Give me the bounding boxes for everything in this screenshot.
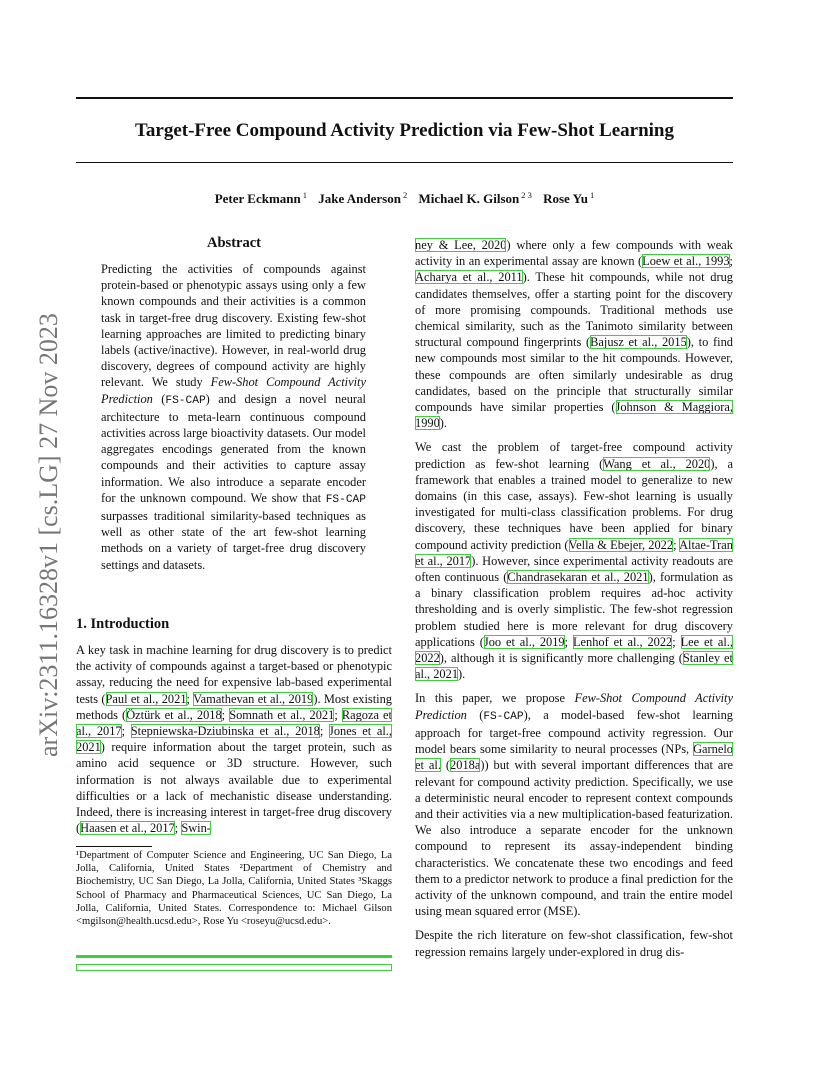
link-border-bar bbox=[76, 955, 392, 958]
citation-link[interactable]: Vamathevan et al., 2019 bbox=[193, 691, 314, 706]
citation-link[interactable]: Bajusz et al., 2015 bbox=[590, 335, 687, 350]
author: Michael K. Gilson $^{2 3}$ bbox=[418, 190, 532, 207]
affiliation-mark: 1 bbox=[590, 190, 595, 200]
footnote-rule bbox=[76, 846, 152, 847]
paragraph: Despite the rich literature on few-shot classification, few-shot regression remains largely under-explored in drug dis- bbox=[415, 928, 733, 959]
section-heading-introduction: 1. Introduction bbox=[76, 616, 170, 632]
citation-link[interactable]: Johnson & Maggiora, 1990 bbox=[415, 400, 733, 431]
link-border-box bbox=[76, 964, 392, 971]
author: Rose Yu $^1$ bbox=[543, 190, 595, 207]
abstract-body: Predicting the activities of compounds against protein-based or phenotypic assays using only a few known compounds and their activities is a common task in target-free drug discovery. Existing few-shot learning approaches are limited to predicting binary labels (active/inactive). However, in real-world drug discovery, degrees of compound activity are highly relevant. We study Few-Shot Compound Activity Prediction (FS-CAP) and design a novel neural architecture to meta-learn continuous compound activities across large bioactivity datasets. Our model aggregates encodings generated from the known compounds and their activities to capture assay information. We also introduce a separate encoder for the unknown compound. We show that FS-CAP surpasses traditional similarity-based techniques as well as other state of the art few-shot learning methods on a variety of target-free drug discovery settings and datasets. bbox=[101, 262, 366, 572]
affiliation-footnote: ¹Department of Computer Science and Engineering, UC San Diego, La Jolla, California, United States ²Department of Chemistry and Biochemistry, UC San Diego, La Jolla, California, United States ³Skaggs School of Pharmacy and Pharmaceutical Sciences, UC San Diego, La Jolla, California, United States. Correspondence to: Michael Gilson <mgilson@health.ucsd.edu>, Rose Yu <roseyu@ucsd.edu>. bbox=[76, 850, 392, 928]
arxiv-identifier: arXiv:2311.16328v1 [cs.LG] 27 Nov 2023 bbox=[34, 313, 63, 757]
citation-link[interactable]: Lee et al., 2022 bbox=[415, 634, 733, 666]
citation-link[interactable]: 2018a bbox=[450, 758, 481, 773]
affiliation-mark: 1 bbox=[302, 190, 308, 200]
right-column-body bbox=[415, 237, 733, 968]
abstract-heading: Abstract bbox=[207, 235, 261, 251]
method-name-code: FS-CAP bbox=[325, 493, 366, 506]
citation-link[interactable]: Altae-Tran et al., 2017 bbox=[415, 537, 733, 568]
citation-link[interactable]: Öztürk et al., 2018 bbox=[126, 707, 222, 722]
citation-link[interactable]: Chandrasekaran et al., 2021 bbox=[507, 570, 649, 585]
citation-link[interactable]: Loew et al., 1993 bbox=[642, 254, 730, 269]
citation-link[interactable]: Somnath et al., 2021 bbox=[229, 707, 335, 722]
paragraph: In this paper, we propose Few-Shot Compound Activity Prediction (FS-CAP), a model-based few-shot learning approach for target-free compound activity regression. Our model bears some similarity to neural processes (NPs, Garnelo et al. (2018a)) but with several important differences that are relevant for compound activity prediction. Specifically, we use a deterministic neural encoder to represent context compounds and their activities via a new multiplication-based featurization. We also introduce a separate encoder for the unknown compound to represent its assay-independent binding characteristics. We concatenate these two encodings and feed them to a predictor network to produce a final prediction for the activity of the unknown compound, and train the entire model using mean squared error (MSE). bbox=[415, 691, 733, 919]
author: Jake Anderson $^2$ bbox=[318, 190, 408, 207]
citation-link[interactable]: Garnelo et al. bbox=[415, 742, 733, 773]
paragraph: We cast the problem of target-free compound activity prediction as few-shot learning (Wang et al., 2020), a framework that enables a trained model to generalize to new domains (in this case, assays). Few-shot learning is usually investigated for multi-class classification problems. For drug discovery, these techniques have been applied for binary compound activity prediction (Vella & Ebejer, 2022; Altae-Tran et al., 2017). However, since experimental activity readouts are often continuous (Chandrasekaran et al., 2021), formulation as a binary classification problem requires ad-hoc activity thresholding and is overly simplistic. The few-shot regression problem studied here is more relevant for drug discovery applications (Joo et al., 2019; Lenhof et al., 2022; Lee et al., 2022), although it is significantly more challenging (Stanley et al., 2021). bbox=[415, 440, 734, 682]
title-bottom-rule bbox=[76, 162, 733, 163]
citation-link[interactable]: Vella & Ebejer, 2022 bbox=[568, 537, 674, 552]
citation-link[interactable]: Haasen et al., 2017 bbox=[80, 821, 175, 836]
introduction-body: A key task in machine learning for drug discovery is to predict the activity of compounds against a target-based or phenotypic assay, reducing the need for expensive lab-based experimental tests (Paul et al., 2021; Vamathevan et al., 2019). Most existing methods (Öztürk et al., 2018; Somnath et al., 2021; Ragoza et al., 2017; Stepniewska-Dziubinska et al., 2018; Jones et al., 2021) require information about the target protein, such as amino acid sequence or 3D structure. However, such information is not always available due to experimental difficulties or a lack of mechanistic disease understanding. Indeed, there is increasing interest in target-free drug discovery (Haasen et al., 2017; Swin- bbox=[76, 643, 393, 836]
arxiv-sidebar-stamp bbox=[32, 0, 76, 1072]
citation-link[interactable]: Jones et al., 2021 bbox=[76, 724, 393, 755]
affiliation-mark: 2 3 bbox=[521, 190, 532, 200]
citation-link[interactable]: Swin- bbox=[181, 821, 211, 836]
author-list bbox=[76, 190, 733, 207]
citation-link[interactable]: Wang et al., 2020 bbox=[603, 456, 711, 471]
author: Peter Eckmann $^1$ bbox=[214, 190, 308, 207]
paper-title: Target-Free Compound Activity Prediction via Few-Shot Learning bbox=[134, 120, 674, 141]
citation-link[interactable]: ney & Lee, 2020 bbox=[415, 238, 507, 252]
citation-link[interactable]: Paul et al., 2021 bbox=[105, 691, 187, 706]
citation-link[interactable]: Stepniewska-Dziubinska et al., 2018 bbox=[130, 724, 320, 739]
citation-link[interactable]: Ragoza et al., 2017 bbox=[76, 707, 392, 739]
top-rule bbox=[76, 97, 733, 99]
paragraph: ney & Lee, 2020) where only a few compounds with weak activity in an experimental assay are known (Loew et al., 1993; Acharya et al., 2011). These hit compounds, while not drug candidates themselves, offer a starting point for the discovery of more promising compounds. Traditional methods use chemical similarity, such as the Tanimoto similarity between structural compound fingerprints (Bajusz et al., 2015), to find new compounds most similar to the hit compounds. However, these compounds are often similarly undesirable as drug candidates, based on the principle that structurally similar compounds have similar properties (Johnson & Maggiora, 1990). bbox=[415, 238, 733, 431]
method-name-code: FS-CAP bbox=[165, 394, 206, 407]
method-name-code: FS-CAP bbox=[483, 710, 524, 723]
citation-link[interactable]: Stanley et al., 2021 bbox=[415, 651, 733, 682]
citation-link[interactable]: Acharya et al., 2011 bbox=[415, 270, 523, 285]
affiliation-mark: 2 bbox=[402, 190, 408, 200]
citation-link[interactable]: Joo et al., 2019 bbox=[483, 634, 565, 649]
citation-link[interactable]: Lenhof et al., 2022 bbox=[572, 634, 673, 649]
